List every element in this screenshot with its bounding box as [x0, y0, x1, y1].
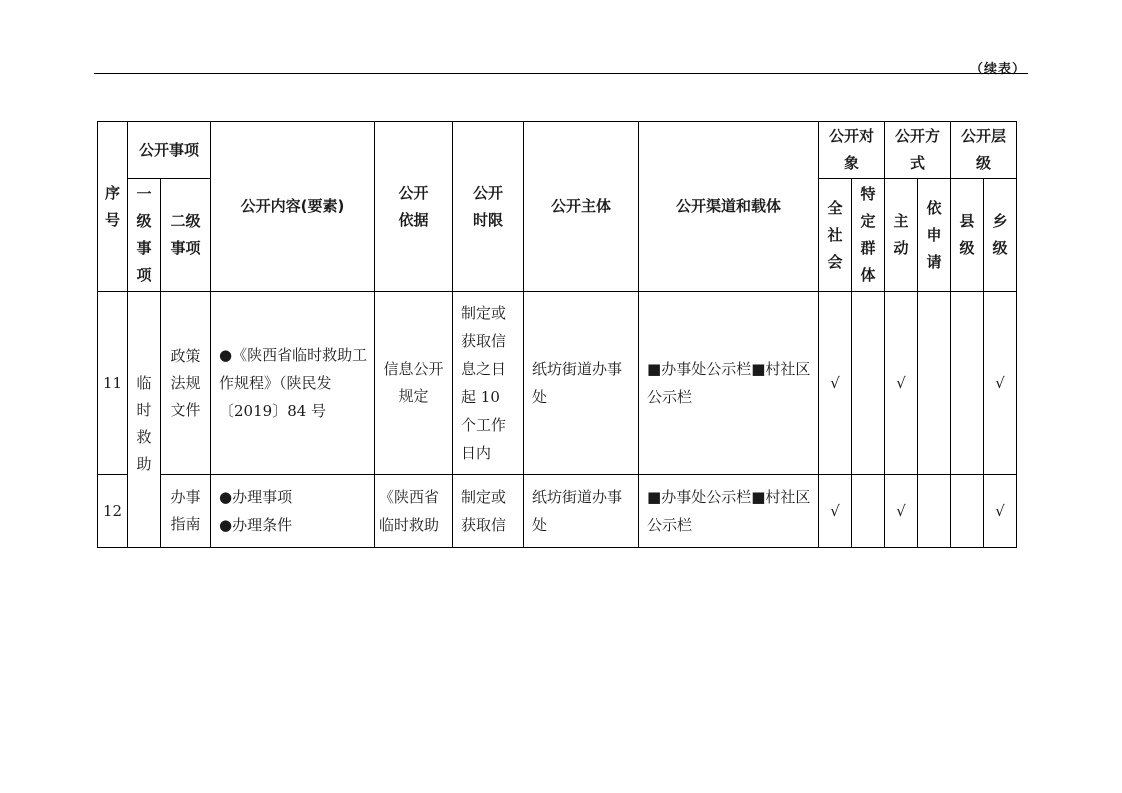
- row-period: 制定或获取信: [453, 475, 524, 548]
- check-active: √: [885, 475, 918, 548]
- row-channel: ■办事处公示栏■村社区公示栏: [639, 292, 819, 475]
- check-apply: [918, 475, 951, 548]
- disclosure-table: [97, 121, 1017, 548]
- header-content: 公开内容(要素): [211, 122, 375, 292]
- header-mode-active: 主动: [885, 179, 918, 292]
- header-mode-apply: 依申请: [918, 179, 951, 292]
- content-line: ●办理事项: [219, 488, 293, 506]
- table-row: [98, 292, 1017, 475]
- row-basis: 信息公开规定: [375, 292, 453, 475]
- header-item-l1: 一级事项: [128, 179, 161, 292]
- check-town: √: [984, 292, 1017, 475]
- row-subject: 纸坊街道办事处: [524, 292, 639, 475]
- header-period: 公开时限: [453, 122, 524, 292]
- header-row-1: [98, 122, 1017, 179]
- header-item: 公开事项: [128, 122, 211, 179]
- check-county: [951, 292, 984, 475]
- header-subject: 公开主体: [524, 122, 639, 292]
- header-level-county: 县级: [951, 179, 984, 292]
- check-group: [852, 292, 885, 475]
- row-period: 制定或获取信息之日起 10 个工作日内: [453, 292, 524, 475]
- row-item-l2: 政策法规文件: [161, 292, 211, 475]
- check-town: √: [984, 475, 1017, 548]
- header-target-all: 全社会: [819, 179, 852, 292]
- header-basis: 公开依据: [375, 122, 453, 292]
- check-group: [852, 475, 885, 548]
- row-seq: 12: [98, 475, 128, 548]
- row-item-l1: 临时救助: [128, 292, 161, 548]
- check-all: √: [819, 292, 852, 475]
- header-target-group: 特定群体: [852, 179, 885, 292]
- row-content: ●《陕西省临时救助工作规程》（陕民发〔2019〕84 号: [211, 292, 375, 475]
- continuation-note: （续表）: [970, 62, 1027, 77]
- check-county: [951, 475, 984, 548]
- header-target: 公开对象: [819, 122, 885, 179]
- row-channel: ■办事处公示栏■村社区公示栏: [639, 475, 819, 548]
- check-apply: [918, 292, 951, 475]
- header-channel: 公开渠道和载体: [639, 122, 819, 292]
- row-item-l2: 办事指南: [161, 475, 211, 548]
- row-subject: 纸坊街道办事处: [524, 475, 639, 548]
- header-level: 公开层级: [951, 122, 1017, 179]
- row-basis: 《陕西省临时救助: [375, 475, 453, 548]
- check-active: √: [885, 292, 918, 475]
- header-item-l2: 二级事项: [161, 179, 211, 292]
- check-all: √: [819, 475, 852, 548]
- row-seq: 11: [98, 292, 128, 475]
- content-line: ●办理条件: [219, 516, 293, 534]
- row-content: [211, 475, 375, 548]
- header-seq: 序号: [98, 122, 128, 292]
- header-level-town: 乡级: [984, 179, 1017, 292]
- header-rule: [94, 73, 1028, 74]
- header-mode: 公开方式: [885, 122, 951, 179]
- table-row: [98, 475, 1017, 548]
